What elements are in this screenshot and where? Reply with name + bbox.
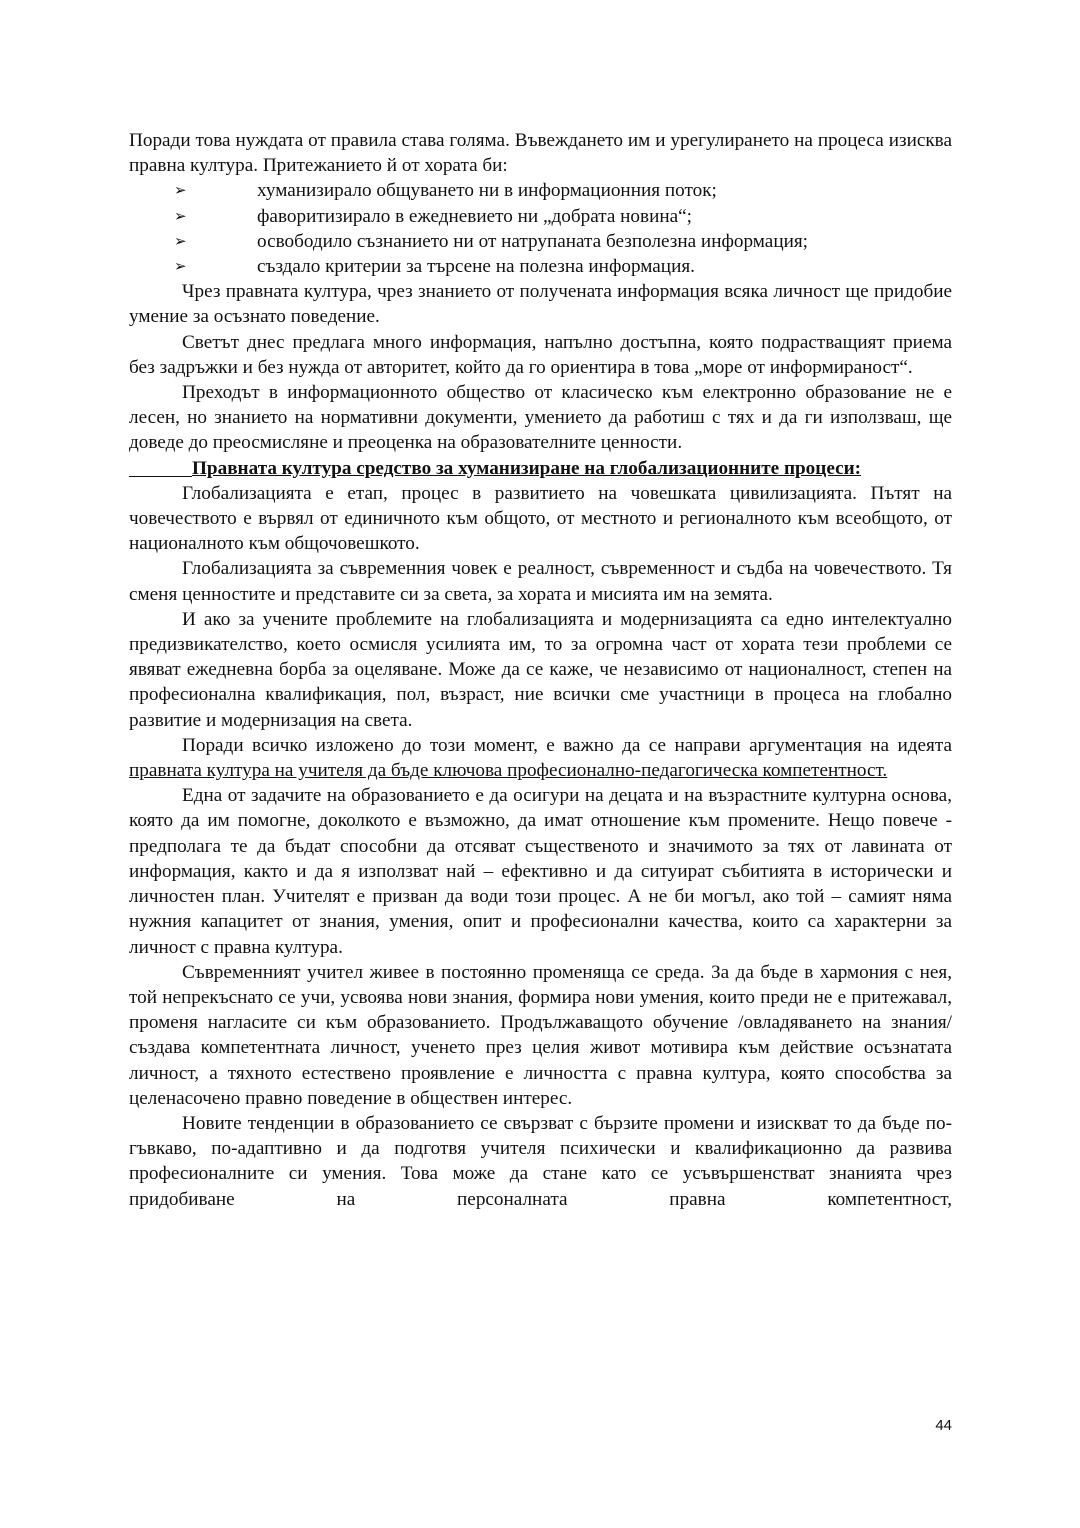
bullet-text: освободило съзнанието ни от натрупаната безполезна информация;: [257, 230, 809, 252]
paragraph: И ако за учените проблемите на глобализацията и модернизацията са едно интелектуално предизвикателство, което осмисля усилията им, то за огромна част от хората тези проблеми се явяват ежедневна борба за оцеляване. Може да се каже, че независимо от националност, степен на професионална квалификация, пол, възраст, ние всички сме участници в процеса на глобално развитие и модернизация на света.: [129, 608, 952, 731]
heading-underline-lead: [129, 456, 192, 476]
paragraph: Една от задачите на образованието е да осигури на децата и на възрастните културна основа, която да им помогне, доколкото е възможно, да имат отношение към промените. Нещо повече - предполага те да бъдат способни да отсяват същественото и значимото за тях от лавината от информация, както и да я използват най – ефективно и да ситуират събитията в исторически и личностен план. Учителят е призван да води този процес. А не би могъл, ако той – самият няма нужния капацитет от знания, умения, опит и професионални качества, които са характерни за личност с правна култура.: [129, 785, 952, 958]
underlined-thesis: правната култура на учителя да бъде ключова професионално-педагогическа компетентност.: [129, 760, 888, 782]
list-item: [129, 229, 952, 254]
arrow-bullet-icon: ➢: [174, 206, 187, 225]
paragraph: Глобализацията за съвременния човек е реалност, съвременност и съдба на човечеството. Тя сменя ценностите и представите си за света, за хората и мисията им на земята.: [129, 558, 952, 605]
section-heading-text: Правната култура средство за хуманизиране на глобализационните процеси:: [192, 457, 862, 479]
bullet-text: хуманизирало общуването ни в информационния поток;: [257, 180, 717, 202]
paragraph: Светът днес предлага много информация, напълно достъпна, която подрастващият приема без задръжки и без нужда от авторитет, който да го ориентира в това „море от информираност“.: [129, 331, 952, 378]
page-body: [129, 128, 952, 1212]
page-number: 44: [935, 1417, 952, 1434]
list-item: [129, 254, 952, 279]
paragraph: Съвременният учител живее в постоянно променяща се среда. За да бъде в хармония с нея, той непрекъснато се учи, усвоява нови знания, формира нови умения, които преди не е притежавал, променя нагласите си към образованието. Продължаващото обучение /овладяването на знания/ създава компетентната личност, ученето през целия живот мотивира към действие осъзнатата личност, а тяхното естествено проявление е личността с правна култура, която способства за целенасочено правно поведение в обществен интерес.: [129, 961, 952, 1109]
paragraph: Новите тенденции в образованието се свързват с бързите промени и изискват то да бъде по-гъвкаво, по-адаптивно и да подготвя учителя психически и квалификационно да развива професионалните си умения. Това може да стане като се усъвършенстват знанията чрез придобиване на персоналната правна компетентност,: [129, 1112, 952, 1210]
intro-paragraph: Поради това нуждата от правила става голяма. Въвеждането им и урегулирането на процеса изисква правна култура. Притежанието й от хората би:: [129, 130, 952, 177]
paragraph-lead-text: Поради всичко изложено до този момент, е важно да се направи аргументация на идеята: [182, 734, 952, 756]
paragraph: [129, 733, 952, 783]
list-item: [129, 178, 952, 203]
paragraph: Чрез правната култура, чрез знанието от получената информация всяка личност ще придобие умение за осъзнато поведение.: [129, 281, 952, 328]
arrow-bullet-icon: ➢: [174, 181, 187, 200]
list-item: [129, 204, 952, 229]
paragraph: Глобализацията е етап, процес в развитието на човешката цивилизацията. Пътят на човечеството е вървял от единичното към общото, от местното и регионалното към всеобщото, от националното към общочовешкото.: [129, 482, 952, 555]
arrow-bullet-icon: ➢: [174, 257, 187, 276]
section-heading: [129, 456, 952, 481]
bullet-list: [129, 178, 952, 279]
bullet-text: създало критерии за търсене на полезна информация.: [257, 256, 695, 278]
arrow-bullet-icon: ➢: [174, 231, 187, 250]
bullet-text: фаворитизирало в ежедневието ни „добрата новина“;: [257, 205, 692, 227]
paragraph: Преходът в информационното общество от класическо към електронно образование не е лесен, но знанието на нормативни документи, умението да работиш с тях и да ги използваш, ще доведе до преосмисляне и преоценка на образователните ценности.: [129, 382, 952, 454]
